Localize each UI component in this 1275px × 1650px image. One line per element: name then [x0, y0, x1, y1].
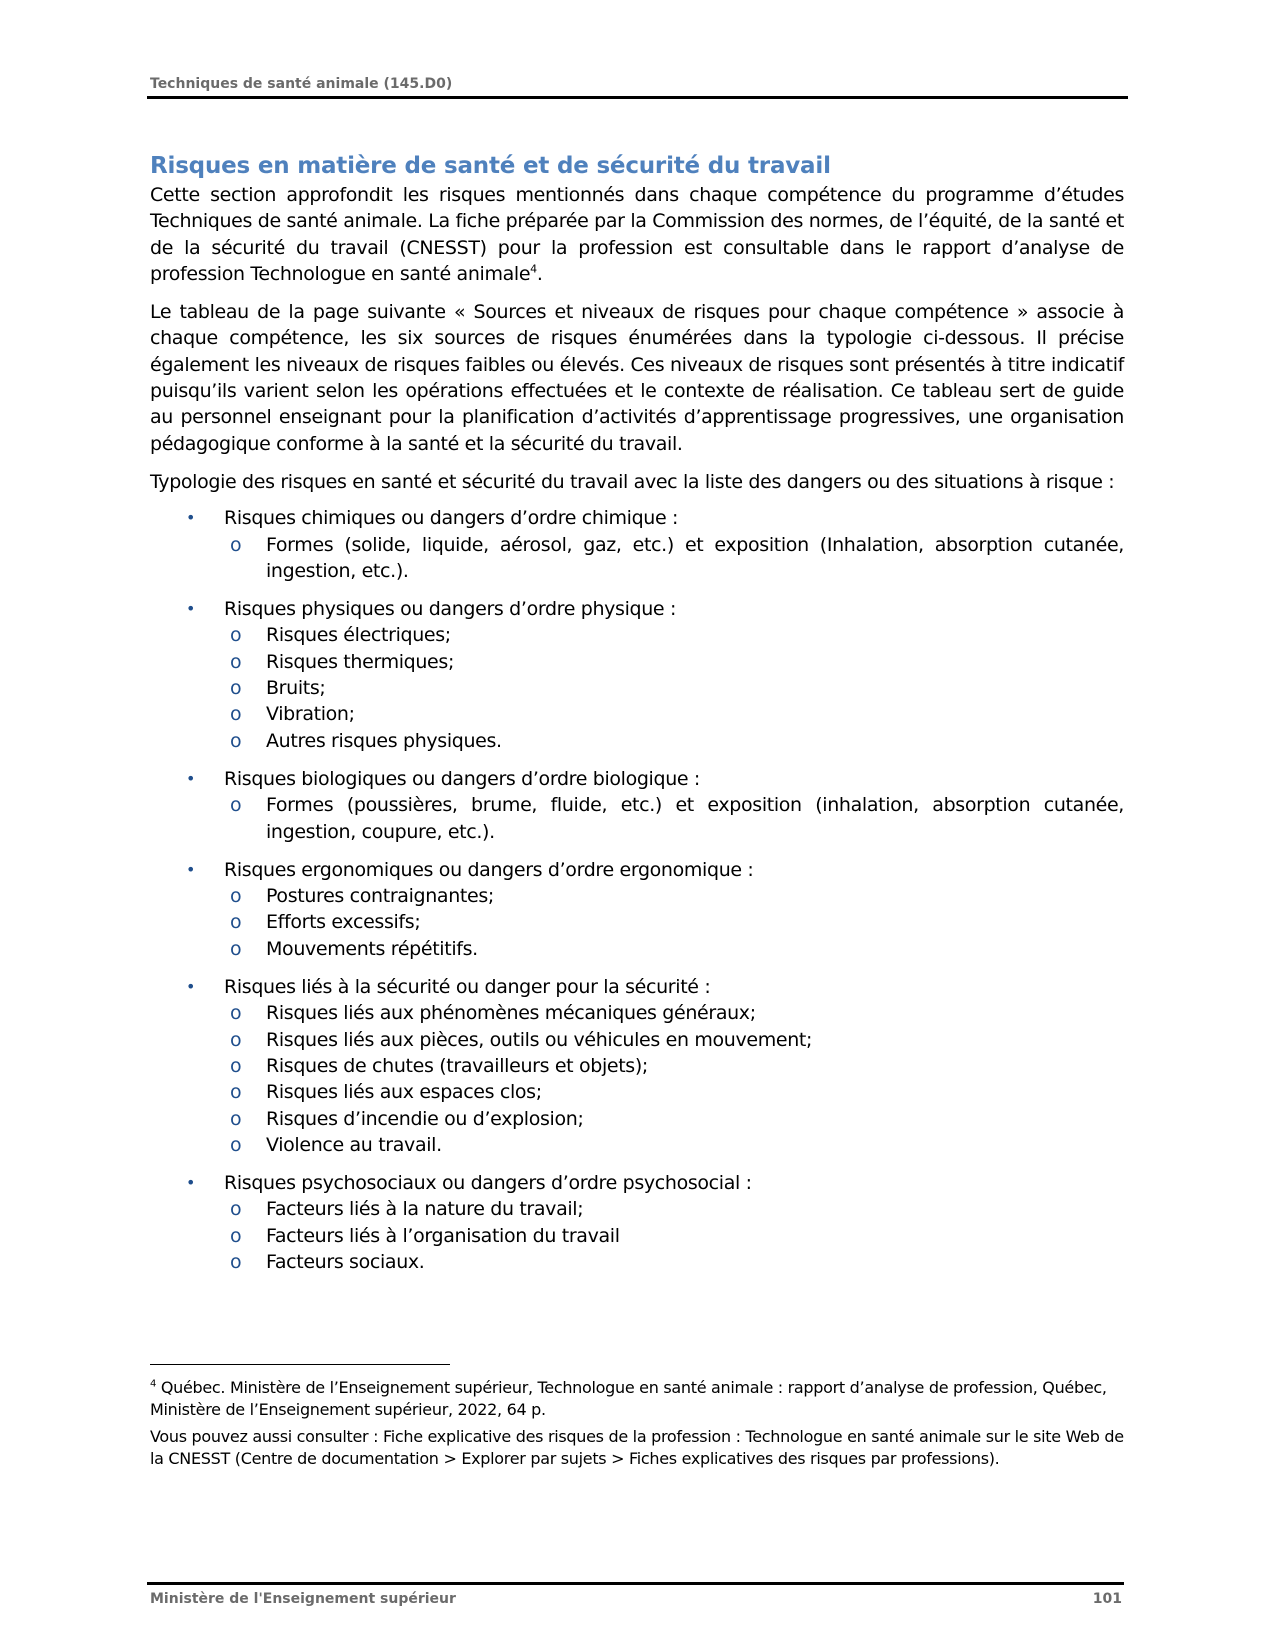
- risk-item-text: Formes (solide, liquide, aérosol, gaz, etc.) et exposition (Inhalation, absorption cutanée, ingestion, etc.).: [266, 533, 1124, 582]
- subbullet-icon: o: [230, 650, 242, 673]
- risk-item: [222, 1196, 1124, 1222]
- bullet-icon: •: [186, 859, 196, 879]
- risk-type-label: Risques chimiques ou dangers d’ordre chimique :: [224, 507, 679, 530]
- footnote-separator: [150, 1364, 450, 1365]
- risk-item-text: Risques thermiques;: [266, 650, 454, 673]
- risk-type-ergonomic: [150, 857, 1124, 962]
- risk-item-text: Bruits;: [266, 677, 326, 700]
- risk-type-label: Risques biologiques ou dangers d’ordre biologique :: [224, 767, 700, 790]
- footnote-number: 4: [150, 1378, 157, 1390]
- section-content: [150, 150, 1124, 1287]
- risk-type-label: Risques liés à la sécurité ou danger pour la sécurité :: [224, 976, 711, 999]
- running-header: Techniques de santé animale (145.D0): [150, 76, 453, 92]
- risk-item: [222, 1027, 1124, 1053]
- header-rule: [147, 96, 1128, 99]
- intro-paragraph-text: Cette section approfondit les risques mentionnés dans chaque compétence du programme d’études Techniques de santé animale. La fiche préparée par la Commission des normes, de l’équité, de la santé et de la sécurité du travail (CNESST) pour la profession est consultable dans le rapport d’analyse de profession Technologue en santé animale: [150, 184, 1124, 285]
- intro-paragraph: [150, 182, 1124, 287]
- risk-items-list: [224, 622, 1124, 753]
- footer-rule: [147, 1582, 1124, 1585]
- typology-intro-paragraph: Typologie des risques en santé et sécurité du travail avec la liste des dangers ou des situations à risque :: [150, 470, 1115, 493]
- subbullet-icon: o: [230, 677, 242, 700]
- risk-type-safety: [150, 974, 1124, 1158]
- risk-item: [222, 675, 1124, 701]
- risk-type-psychosocial: [150, 1170, 1124, 1275]
- risk-item-text: Facteurs liés à l’organisation du travail: [266, 1224, 620, 1247]
- risk-type-label: Risques physiques ou dangers d’ordre physique :: [224, 598, 677, 621]
- subbullet-icon: o: [230, 624, 242, 647]
- risk-items-list: [224, 792, 1124, 845]
- risk-item-text: Mouvements répétitifs.: [266, 937, 478, 960]
- footnote-4: [150, 1377, 1124, 1420]
- footnote-ref[interactable]: 4: [530, 262, 537, 276]
- risk-item-text: Risques d’incendie ou d’explosion;: [266, 1107, 584, 1130]
- risk-item-text: Risques électriques;: [266, 624, 451, 647]
- risk-item: [222, 792, 1124, 845]
- subbullet-icon: o: [230, 1224, 242, 1247]
- risk-items-list: [224, 883, 1124, 962]
- running-footer: Ministère de l'Enseignement supérieur: [150, 1591, 456, 1607]
- subbullet-icon: o: [230, 1250, 242, 1273]
- risk-type-label: Risques psychosociaux ou dangers d’ordre psychosocial :: [224, 1172, 752, 1195]
- risk-item: [222, 883, 1124, 909]
- bullet-icon: •: [186, 599, 196, 619]
- risk-type-chemical: [150, 505, 1124, 584]
- table-description-paragraph: Le tableau de la page suivante « Sources et niveaux de risques pour chaque compétence » associe à chaque compétence, les six sources de risques énumérées dans la typologie ci-dessous. Il précise également les niveaux de risques faibles ou élevés. Ces niveaux de risques sont présentés à titre indicatif puisqu’ils varient selon les opérations effectuées et le contexte de réalisation. Ce tableau sert de guide au personnel enseignant pour la planification d’activités d’apprentissage progressives, une organisation pédagogique conforme à la santé et la sécurité du travail.: [150, 301, 1124, 455]
- risk-item: [222, 532, 1124, 585]
- risk-item-text: Facteurs liés à la nature du travail;: [266, 1198, 584, 1221]
- risk-item-text: Facteurs sociaux.: [266, 1250, 425, 1273]
- risk-item: [222, 1053, 1124, 1079]
- risk-item: [222, 1000, 1124, 1026]
- footnotes: [150, 1377, 1124, 1475]
- footnote-text: Québec. Ministère de l’Enseignement supérieur, Technologue en santé animale : rapport d’analyse de profession, Québec, Ministère de l’Enseignement supérieur, 2022, 64 p.: [150, 1378, 1107, 1419]
- subbullet-icon: o: [230, 794, 242, 817]
- subbullet-icon: o: [230, 729, 242, 752]
- bullet-icon: •: [186, 1173, 196, 1193]
- risk-item: [222, 1106, 1124, 1132]
- subbullet-icon: o: [230, 937, 242, 960]
- subbullet-icon: o: [230, 1107, 242, 1130]
- subbullet-icon: o: [230, 911, 242, 934]
- risk-type-label: Risques ergonomiques ou dangers d’ordre ergonomique :: [224, 858, 754, 881]
- section-title: Risques en matière de santé et de sécurité du travail: [150, 153, 831, 179]
- risk-item-text: Efforts excessifs;: [266, 911, 421, 934]
- risk-item: [222, 1079, 1124, 1105]
- risk-item-text: Risques liés aux phénomènes mécaniques généraux;: [266, 1002, 756, 1025]
- risk-item-text: Vibration;: [266, 703, 355, 726]
- subbullet-icon: o: [230, 533, 242, 556]
- risk-items-list: [224, 1196, 1124, 1275]
- subbullet-icon: o: [230, 1002, 242, 1025]
- risk-types-list: [150, 505, 1124, 1275]
- risk-type-biological: [150, 766, 1124, 845]
- intro-paragraph-end: .: [536, 262, 543, 285]
- risk-item: [222, 936, 1124, 962]
- risk-item: [222, 909, 1124, 935]
- risk-item: [222, 701, 1124, 727]
- page-number: 101: [1092, 1591, 1122, 1607]
- risk-type-physical: [150, 596, 1124, 754]
- risk-item-text: Formes (poussières, brume, fluide, etc.) et exposition (inhalation, absorption cutanée, ingestion, coupure, etc.).: [266, 794, 1124, 843]
- risk-item-text: Violence au travail.: [266, 1133, 442, 1156]
- risk-item-text: Postures contraignantes;: [266, 885, 494, 908]
- subbullet-icon: o: [230, 1054, 242, 1077]
- risk-item: [222, 622, 1124, 648]
- bullet-icon: •: [186, 768, 196, 788]
- risk-items-list: [224, 1000, 1124, 1158]
- risk-item: [222, 649, 1124, 675]
- subbullet-icon: o: [230, 885, 242, 908]
- risk-item-text: Risques liés aux espaces clos;: [266, 1081, 542, 1104]
- bullet-icon: •: [186, 508, 196, 528]
- subbullet-icon: o: [230, 703, 242, 726]
- footnote-additional: Vous pouvez aussi consulter : Fiche explicative des risques de la profession : Technologue en santé animale sur le site Web de la CNESST (Centre de documentation > Explorer par sujets > Fiches explicatives des risques par professions).: [150, 1427, 1124, 1468]
- risk-item-text: Autres risques physiques.: [266, 729, 502, 752]
- risk-item: [222, 1249, 1124, 1275]
- risk-items-list: [224, 532, 1124, 585]
- subbullet-icon: o: [230, 1028, 242, 1051]
- subbullet-icon: o: [230, 1198, 242, 1221]
- risk-item: [222, 728, 1124, 754]
- risk-item: [222, 1223, 1124, 1249]
- risk-item-text: Risques liés aux pièces, outils ou véhicules en mouvement;: [266, 1028, 813, 1051]
- subbullet-icon: o: [230, 1133, 242, 1156]
- risk-item: [222, 1132, 1124, 1158]
- risk-item-text: Risques de chutes (travailleurs et objets);: [266, 1054, 648, 1077]
- subbullet-icon: o: [230, 1081, 242, 1104]
- bullet-icon: •: [186, 977, 196, 997]
